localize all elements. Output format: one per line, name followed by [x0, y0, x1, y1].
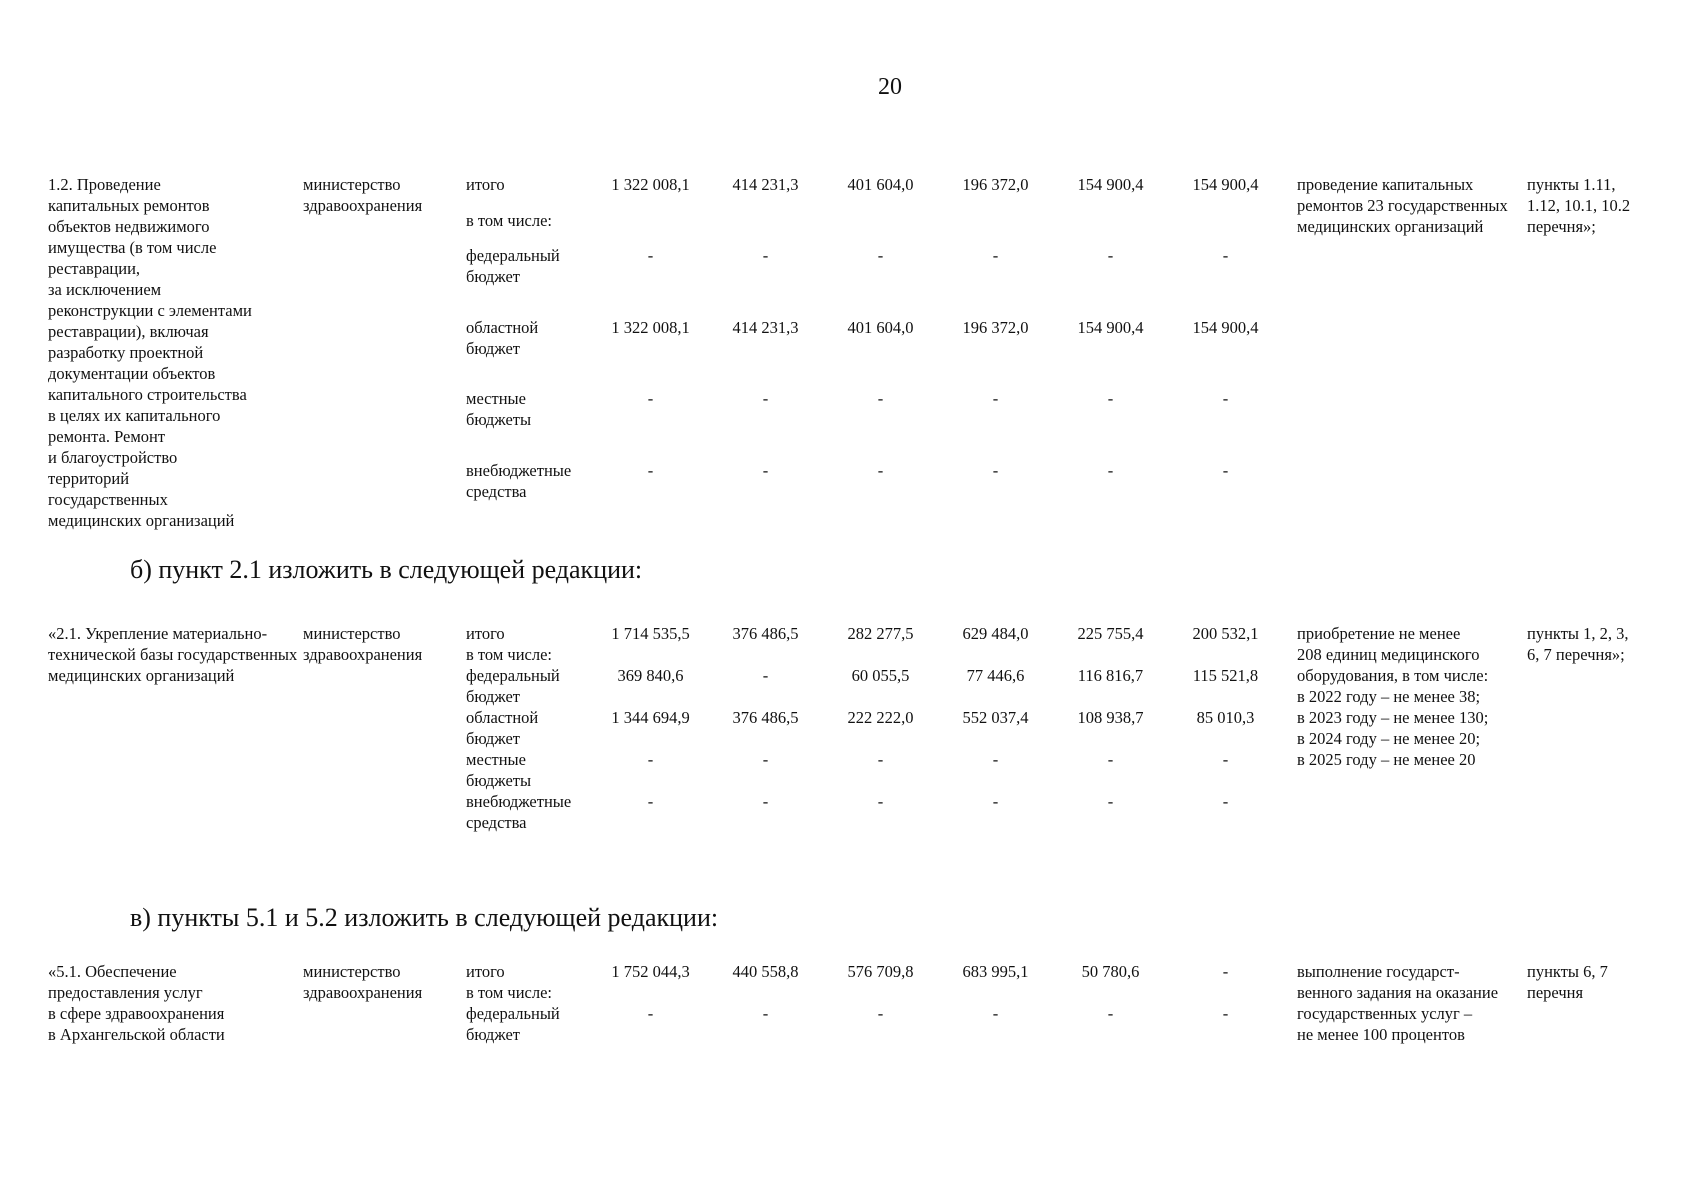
value-cell: 401 604,0	[847, 317, 914, 337]
value-cell: -	[992, 389, 999, 409]
funding-source: итого	[466, 175, 505, 194]
value-cell: -	[762, 792, 769, 811]
value-cell: -	[1222, 1004, 1229, 1023]
value-cell: 50 780,6	[1081, 962, 1140, 981]
value-cell	[593, 982, 708, 1003]
section-5-1	[48, 961, 1673, 1045]
value-cell: -	[877, 460, 884, 480]
result-line: 208 единиц медицинского	[1297, 645, 1480, 664]
result-line: выполнение государст-	[1297, 962, 1460, 981]
table-row	[48, 623, 1641, 644]
value-cell: 1 322 008,1	[611, 317, 690, 337]
name-line: ремонта. Ремонт	[48, 427, 166, 446]
value-cell: -	[647, 460, 654, 480]
value-cell	[708, 644, 823, 665]
value-cell	[938, 644, 1053, 665]
value-cell: 154 900,4	[1192, 317, 1259, 337]
value-cell: 108 938,7	[1077, 708, 1144, 727]
executor: министерство здравоохранения	[303, 175, 423, 215]
name-line: реконструкции с элементами	[48, 301, 252, 320]
value-cell	[1168, 982, 1283, 1003]
value-cell: -	[762, 246, 769, 266]
value-cell: -	[762, 389, 769, 409]
result-line: не менее 100 процентов	[1297, 1025, 1465, 1044]
value-cell: 576 709,8	[847, 962, 914, 981]
funding-source: федеральный бюджет	[466, 666, 560, 706]
value-cell: -	[1222, 389, 1229, 409]
value-cell: 116 816,7	[1077, 666, 1144, 685]
name-line: и благоустройство	[48, 448, 178, 467]
value-cell: 401 604,0	[847, 175, 914, 194]
name-line: капитального строительства	[48, 385, 247, 404]
value-cell: -	[1222, 460, 1229, 480]
value-cell: 683 995,1	[962, 962, 1029, 981]
name-line: имущества (в том числе	[48, 238, 217, 257]
expected-result: проведение капитальных ремонтов 23 государственных медицинских организаций	[1297, 175, 1508, 236]
value-cell: -	[762, 1004, 769, 1023]
value-cell: 629 484,0	[962, 624, 1029, 643]
value-cell	[938, 210, 1053, 246]
section-1-2	[48, 174, 1673, 531]
value-cell: -	[1107, 389, 1114, 409]
funding-source: в том числе:	[466, 983, 553, 1002]
name-line: в Архангельской области	[48, 1025, 225, 1044]
value-cell	[593, 644, 708, 665]
name-line: документации объектов	[48, 364, 216, 383]
value-cell: -	[762, 460, 769, 480]
value-cell: -	[1107, 246, 1114, 266]
name-line: за исключением	[48, 280, 162, 299]
value-cell: -	[1107, 1004, 1114, 1023]
name-line: реставрации,	[48, 259, 141, 278]
value-cell: 552 037,4	[962, 708, 1029, 727]
value-cell: -	[647, 1004, 654, 1023]
value-cell: 414 231,3	[732, 175, 799, 194]
value-cell: 222 222,0	[847, 708, 914, 727]
value-cell	[1168, 210, 1283, 246]
value-cell	[1053, 982, 1168, 1003]
value-cell	[823, 982, 938, 1003]
result-line: приобретение не менее	[1297, 624, 1461, 643]
budget-table-5-1	[48, 961, 1641, 1045]
name-line: в целях их капитального	[48, 406, 221, 425]
value-cell: -	[877, 1004, 884, 1023]
result-line: в 2025 году – не менее 20	[1297, 750, 1476, 769]
measure-name	[48, 174, 303, 531]
value-cell: -	[647, 389, 654, 409]
funding-source: областной бюджет	[466, 317, 539, 358]
name-line: в сфере здравоохранения	[48, 1004, 225, 1023]
funding-source: федеральный бюджет	[466, 246, 560, 287]
value-cell: 1 344 694,9	[611, 708, 690, 727]
value-cell: 369 840,6	[617, 666, 684, 685]
value-cell: 196 372,0	[962, 175, 1029, 194]
value-cell: 440 558,8	[732, 962, 799, 981]
funding-source: областной бюджет	[466, 708, 539, 748]
heading-b: б) пункт 2.1 изложить в следующей редакции:	[130, 555, 643, 584]
value-cell: 60 055,5	[851, 666, 910, 685]
value-cell: 1 322 008,1	[611, 175, 690, 194]
value-cell	[593, 210, 708, 246]
value-cell: -	[992, 246, 999, 266]
value-cell: -	[1107, 792, 1114, 811]
budget-table-1-2	[48, 174, 1641, 531]
name-line: государственных	[48, 490, 168, 509]
value-cell: 196 372,0	[962, 317, 1029, 337]
reference: пункты 1, 2, 3, 6, 7 перечня»;	[1527, 624, 1629, 664]
value-cell: -	[992, 792, 999, 811]
funding-source: итого	[466, 624, 505, 643]
reference: пункты 6, 7 перечня	[1527, 962, 1608, 1002]
value-cell: 376 486,5	[732, 708, 799, 727]
value-cell: -	[877, 246, 884, 266]
table-row	[48, 961, 1641, 982]
value-cell: -	[647, 750, 654, 769]
name-line: медицинских организаций	[48, 511, 235, 530]
funding-source: федеральный бюджет	[466, 1004, 560, 1044]
value-cell: 1 752 044,3	[611, 962, 690, 981]
reference: пункты 1.11, 1.12, 10.1, 10.2 перечня»;	[1527, 175, 1631, 236]
value-cell: 154 900,4	[1077, 317, 1144, 337]
budget-table-2-1	[48, 623, 1641, 833]
heading-c: в) пункты 5.1 и 5.2 изложить в следующей редакции:	[130, 903, 719, 932]
value-cell: 154 900,4	[1192, 175, 1259, 194]
value-cell: -	[762, 666, 769, 685]
name-line: «5.1. Обеспечение	[48, 962, 177, 981]
section-2-1	[48, 623, 1673, 833]
value-cell	[708, 210, 823, 246]
result-line: венного задания на оказание	[1297, 983, 1499, 1002]
funding-source: в том числе:	[466, 645, 553, 664]
value-cell	[1053, 644, 1168, 665]
value-cell: -	[877, 389, 884, 409]
result-line: в 2023 году – не менее 130;	[1297, 708, 1489, 727]
value-cell	[708, 982, 823, 1003]
result-line: в 2024 году – не менее 20;	[1297, 729, 1481, 748]
executor: министерство здравоохранения	[303, 962, 423, 1002]
value-cell: -	[1222, 246, 1229, 266]
value-cell: -	[1222, 792, 1229, 811]
measure-name: «2.1. Укрепление материально-технической базы государственных медицинских организаций	[48, 624, 298, 685]
funding-source: внебюджетные средства	[466, 792, 572, 832]
result-line: государственных услуг –	[1297, 1004, 1473, 1023]
name-line: реставрации), включая	[48, 322, 209, 341]
value-cell	[823, 644, 938, 665]
value-cell: -	[992, 1004, 999, 1023]
result-line: в 2022 году – не менее 38;	[1297, 687, 1481, 706]
value-cell: -	[877, 792, 884, 811]
value-cell: 77 446,6	[966, 666, 1025, 685]
funding-source: местные бюджеты	[466, 750, 532, 790]
value-cell: -	[877, 750, 884, 769]
value-cell: -	[1222, 750, 1229, 769]
executor: министерство здравоохранения	[303, 624, 423, 664]
name-line: разработку проектной	[48, 343, 204, 362]
value-cell	[938, 982, 1053, 1003]
value-cell: 85 010,3	[1196, 708, 1255, 727]
name-line: 1.2. Проведение	[48, 175, 161, 194]
value-cell: -	[992, 460, 999, 480]
value-cell: 414 231,3	[732, 317, 799, 337]
value-cell: 376 486,5	[732, 624, 799, 643]
value-cell: -	[1107, 460, 1114, 480]
value-cell: -	[762, 750, 769, 769]
funding-source: местные бюджеты	[466, 389, 532, 430]
value-cell: -	[1107, 750, 1114, 769]
result-line: оборудования, в том числе:	[1297, 666, 1489, 685]
page-number: 20	[878, 74, 902, 100]
value-cell: 115 521,8	[1192, 666, 1259, 685]
value-cell: 200 532,1	[1192, 624, 1259, 643]
value-cell: -	[647, 246, 654, 266]
value-cell: -	[647, 792, 654, 811]
measure-name	[48, 961, 303, 1045]
funding-source: внебюджетные средства	[466, 460, 572, 501]
expected-result	[1283, 961, 1519, 1045]
value-cell	[1168, 644, 1283, 665]
funding-source: итого	[466, 962, 505, 981]
name-line: предоставления услуг	[48, 983, 203, 1002]
name-line: объектов недвижимого	[48, 217, 210, 236]
value-cell: -	[1222, 962, 1229, 981]
value-cell: -	[992, 750, 999, 769]
name-line: территорий	[48, 469, 130, 488]
value-cell: 1 714 535,5	[611, 624, 690, 643]
name-line: капитальных ремонтов	[48, 196, 210, 215]
funding-source: в том числе:	[466, 210, 553, 230]
value-cell: 154 900,4	[1077, 175, 1144, 194]
expected-result	[1283, 623, 1519, 833]
value-cell: 282 277,5	[847, 624, 914, 643]
value-cell	[1053, 210, 1168, 246]
table-row	[48, 174, 1641, 210]
value-cell: 225 755,4	[1077, 624, 1144, 643]
value-cell	[823, 210, 938, 246]
